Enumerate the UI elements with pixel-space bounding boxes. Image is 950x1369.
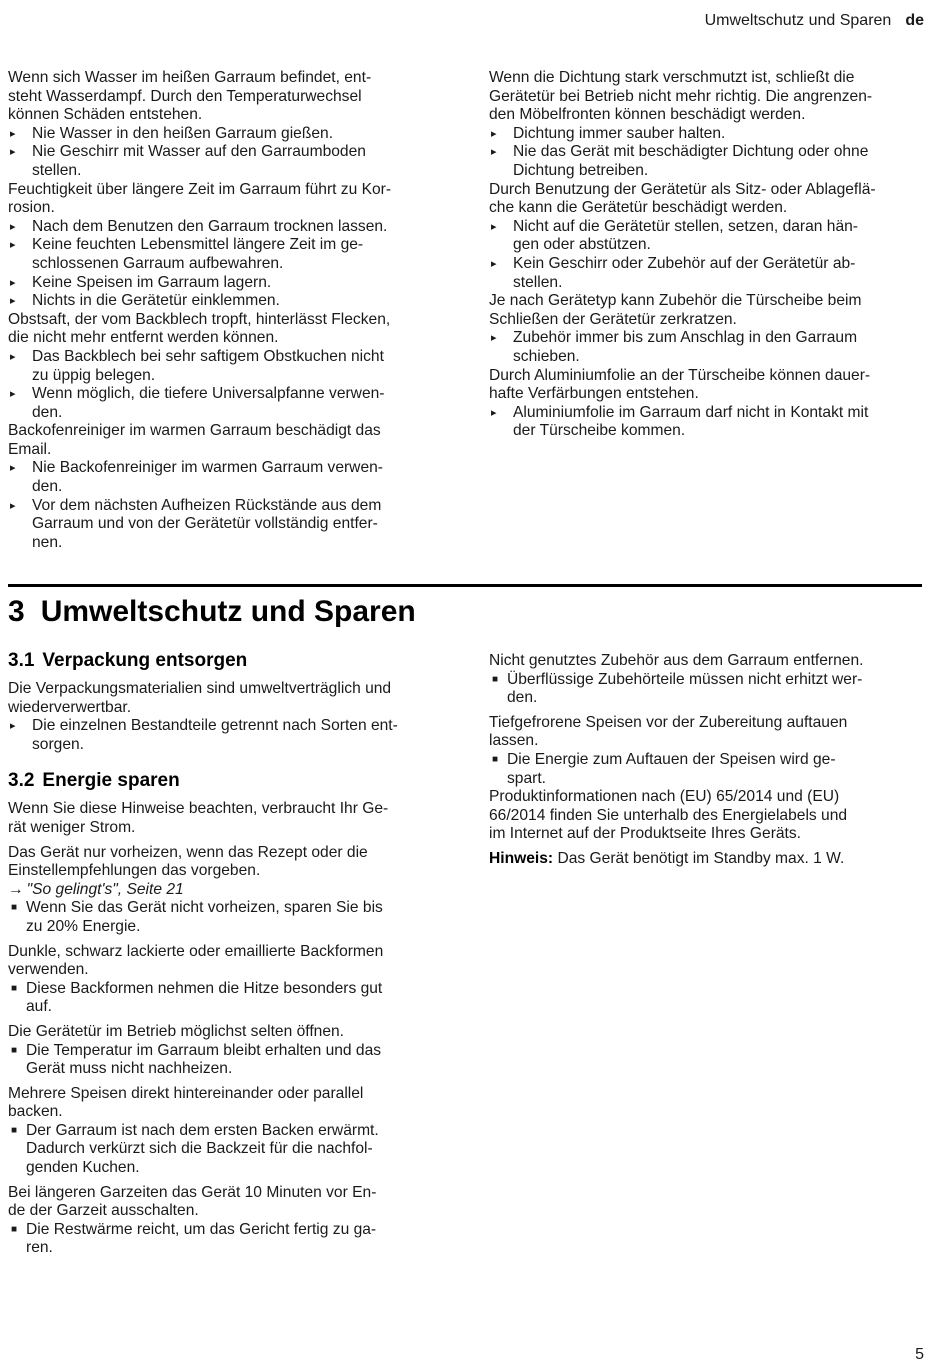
result-item: [8, 1221, 440, 1258]
text-line: genden Kuchen.: [26, 1159, 140, 1177]
triangle-bullet-icon: ▸: [491, 332, 497, 345]
text-line: Nie Wasser in den heißen Garraum gießen.: [32, 124, 334, 142]
text-line: Bei längeren Garzeiten das Gerät 10 Minuten vor En-: [8, 1183, 377, 1201]
instruction-item: [8, 348, 440, 385]
section-title: Verpackung entsorgen: [42, 650, 248, 671]
result-item: [8, 1122, 440, 1178]
running-header: [705, 11, 924, 31]
text-line: den.: [32, 478, 63, 496]
text-line: Nicht auf die Gerätetür stellen, setzen, daran hän-: [513, 217, 858, 235]
text-line: hafte Verfärbungen entstehen.: [489, 385, 699, 403]
text-line: sorgen.: [32, 735, 85, 753]
text-line: backen.: [8, 1103, 63, 1121]
text-line: Nie das Gerät mit beschädigter Dichtung oder ohne: [513, 143, 869, 161]
triangle-bullet-icon: ▸: [10, 462, 16, 475]
column-bottom-left: [8, 650, 440, 1258]
section-number: 3.1: [8, 650, 35, 671]
paragraph: [8, 680, 440, 717]
text-line: Nie Backofenreiniger im warmen Garraum verwen-: [32, 459, 383, 477]
paragraph: [8, 422, 440, 459]
text-line: Die Gerätetür im Betrieb möglichst selten öffnen.: [8, 1022, 345, 1040]
instruction-item: [489, 404, 929, 441]
triangle-bullet-icon: ▸: [491, 220, 497, 233]
text-line: den Möbelfronten können beschädigt werden.: [489, 106, 806, 124]
text-line: Backofenreiniger im warmen Garraum beschädigt das: [8, 422, 381, 440]
instruction-item: [8, 274, 440, 293]
result-item: [489, 751, 929, 788]
triangle-bullet-icon: ▸: [10, 720, 16, 733]
result-item: [8, 980, 440, 1017]
paragraph: [8, 181, 440, 218]
text-line: gen oder abstützen.: [513, 236, 651, 254]
square-bullet-icon: ■: [11, 1223, 18, 1235]
instruction-item: [8, 125, 440, 144]
instruction-item: [8, 717, 440, 754]
square-bullet-icon: ■: [492, 753, 499, 765]
column-bottom-right: [489, 652, 929, 869]
text-line: Wenn die Dichtung stark verschmutzt ist, schließt die: [489, 69, 855, 86]
triangle-bullet-icon: ▸: [10, 239, 16, 252]
text-line: Je nach Gerätetyp kann Zubehör die Türscheibe beim: [489, 292, 862, 310]
header-language-code: de: [905, 12, 924, 29]
triangle-bullet-icon: ▸: [10, 295, 16, 308]
paragraph: [489, 714, 929, 751]
text-line: spart.: [507, 769, 546, 787]
text-line: Das Backblech bei sehr saftigem Obstkuchen nicht: [32, 347, 384, 365]
triangle-bullet-icon: ▸: [491, 146, 497, 159]
paragraph: [489, 69, 929, 125]
column-top-right: [489, 69, 929, 441]
paragraph: [489, 788, 929, 844]
text-line: Aluminiumfolie im Garraum darf nicht in Kontakt mit: [513, 403, 869, 421]
text-line: de der Garzeit ausschalten.: [8, 1202, 199, 1220]
text-line: Tiefgefrorene Speisen vor der Zubereitung auftauen: [489, 713, 848, 731]
text-line: Dadurch verkürzt sich die Backzeit für die nachfol-: [26, 1140, 373, 1158]
triangle-bullet-icon: ▸: [10, 220, 16, 233]
instruction-item: [8, 218, 440, 237]
text-line: Die Temperatur im Garraum bleibt erhalten und das: [26, 1041, 382, 1059]
text-line: Überflüssige Zubehörteile müssen nicht erhitzt wer-: [507, 670, 863, 688]
text-line: nen.: [32, 533, 63, 551]
text-line: Wenn sich Wasser im heißen Garraum befindet, ent-: [8, 69, 372, 86]
note-label: Hinweis:: [489, 849, 554, 867]
triangle-bullet-icon: ▸: [10, 276, 16, 289]
paragraph: [8, 1023, 440, 1042]
text-line: Wenn Sie diese Hinweise beachten, verbraucht Ihr Ge-: [8, 800, 389, 818]
text-line: wiederverwertbar.: [8, 698, 132, 716]
text-line: Nach dem Benutzen den Garraum trocknen lassen.: [32, 217, 388, 235]
text-line: Nie Geschirr mit Wasser auf den Garraumboden: [32, 143, 366, 161]
text-line: verwenden.: [8, 961, 89, 979]
text-line: schlossenen Garraum aufbewahren.: [32, 254, 284, 272]
arrow-right-icon: →: [8, 880, 24, 898]
text-line: können Schäden entstehen.: [8, 106, 203, 124]
text-line: Keine feuchten Lebensmittel längere Zeit im ge-: [32, 236, 364, 254]
text-line: Mehrere Speisen direkt hintereinander oder parallel: [8, 1084, 364, 1102]
triangle-bullet-icon: ▸: [491, 406, 497, 419]
text-line: 66/2014 finden Sie unterhalb des Energielabels und: [489, 806, 848, 824]
text-line: Gerätetür bei Betrieb nicht mehr richtig. Die angrenzen-: [489, 87, 873, 105]
instruction-item: [8, 497, 440, 553]
instruction-item: [8, 236, 440, 273]
instruction-item: [489, 125, 929, 144]
text-line: Obstsaft, der vom Backblech tropft, hinterlässt Flecken,: [8, 310, 391, 328]
text-line: Das Gerät nur vorheizen, wenn das Rezept oder die: [8, 843, 368, 861]
text-line: den.: [32, 403, 63, 421]
result-item: [8, 1042, 440, 1079]
paragraph: [8, 69, 440, 125]
text-line: Einstellempfehlungen das vorgeben.: [8, 862, 261, 880]
text-line: stellen.: [513, 273, 563, 291]
instruction-item: [8, 385, 440, 422]
text-line: Dichtung betreiben.: [513, 161, 649, 179]
text-line: Schließen der Gerätetür zerkratzen.: [489, 310, 737, 328]
triangle-bullet-icon: ▸: [491, 127, 497, 140]
instruction-item: [489, 218, 929, 255]
text-line: rät weniger Strom.: [8, 818, 136, 836]
text-line: Die Verpackungsmaterialien sind umweltverträglich und: [8, 680, 392, 697]
square-bullet-icon: ■: [11, 902, 18, 914]
instruction-item: [8, 459, 440, 496]
section-heading: [8, 770, 440, 792]
header-section-title: Umweltschutz und Sparen: [704, 12, 892, 29]
square-bullet-icon: ■: [492, 673, 499, 685]
text-line: stellen.: [32, 161, 82, 179]
triangle-bullet-icon: ▸: [10, 388, 16, 401]
square-bullet-icon: ■: [11, 1124, 18, 1136]
text-line: den.: [507, 689, 538, 707]
text-line: zu 20% Energie.: [26, 917, 141, 935]
paragraph: [8, 1184, 440, 1221]
text-line: Dichtung immer sauber halten.: [513, 124, 726, 142]
text-line: lassen.: [489, 732, 539, 750]
result-item: [489, 671, 929, 708]
text-line: Feuchtigkeit über längere Zeit im Garraum führt zu Kor-: [8, 180, 392, 198]
section-title: Energie sparen: [42, 770, 180, 792]
text-line: Die einzelnen Bestandteile getrennt nach Sorten ent-: [32, 717, 398, 735]
triangle-bullet-icon: ▸: [10, 127, 16, 140]
text-line: Dunkle, schwarz lackierte oder emaillierte Backformen: [8, 942, 384, 960]
text-line: die nicht mehr entfernt werden können.: [8, 329, 279, 347]
chapter-rule: [8, 584, 922, 587]
paragraph: [489, 367, 929, 404]
paragraph: [8, 844, 440, 881]
text-line: Der Garraum ist nach dem ersten Backen erwärmt.: [26, 1121, 379, 1139]
instruction-item: [489, 329, 929, 366]
text-line: im Internet auf der Produktseite Ihres Geräts.: [489, 825, 802, 843]
text-line: Email.: [8, 440, 52, 458]
instruction-item: [8, 143, 440, 180]
paragraph: [489, 292, 929, 329]
chapter-heading: [8, 592, 416, 632]
result-item: [8, 899, 440, 936]
triangle-bullet-icon: ▸: [491, 257, 497, 270]
paragraph: [489, 181, 929, 218]
text-line: Wenn Sie das Gerät nicht vorheizen, sparen Sie bis: [26, 899, 383, 917]
note-text: Das Gerät benötigt im Standby max. 1 W.: [557, 849, 845, 867]
text-line: Zubehör immer bis zum Anschlag in den Garraum: [513, 329, 858, 347]
square-bullet-icon: ■: [11, 1044, 18, 1056]
chapter-title: Umweltschutz und Sparen: [40, 595, 416, 628]
paragraph: [489, 652, 929, 671]
instruction-item: [489, 143, 929, 180]
paragraph: [8, 943, 440, 980]
text-line: Kein Geschirr oder Zubehör auf der Gerätetür ab-: [513, 254, 856, 272]
page-number: 5: [915, 1346, 924, 1364]
cross-reference: [8, 881, 440, 900]
instruction-item: [8, 292, 440, 311]
paragraph: [8, 800, 440, 837]
text-line: auf.: [26, 998, 53, 1016]
cross-reference-text: "So gelingt's", Seite 21: [26, 880, 184, 898]
square-bullet-icon: ■: [11, 982, 18, 994]
text-line: Nichts in die Gerätetür einklemmen.: [32, 292, 280, 310]
section-heading: [8, 650, 440, 672]
text-line: Diese Backformen nehmen die Hitze besonders gut: [26, 979, 383, 997]
text-line: Durch Aluminiumfolie an der Türscheibe können dauer-: [489, 366, 871, 384]
text-line: Durch Benutzung der Gerätetür als Sitz- oder Ablageflä-: [489, 180, 876, 198]
paragraph: [8, 311, 440, 348]
text-line: Produktinformationen nach (EU) 65/2014 und (EU): [489, 788, 840, 806]
chapter-number: 3: [8, 595, 25, 628]
text-line: Die Restwärme reicht, um das Gericht fertig zu ga-: [26, 1220, 377, 1238]
column-top-left: [8, 69, 440, 552]
text-line: Nicht genutztes Zubehör aus dem Garraum entfernen.: [489, 652, 864, 669]
note: [489, 850, 929, 869]
section-number: 3.2: [8, 770, 35, 792]
text-line: Garraum und von der Gerätetür vollständig entfer-: [32, 515, 378, 533]
text-line: Wenn möglich, die tiefere Universalpfanne verwen-: [32, 385, 385, 403]
text-line: rosion.: [8, 199, 55, 217]
text-line: Die Energie zum Auftauen der Speisen wird ge-: [507, 750, 836, 768]
text-line: che kann die Gerätetür beschädigt werden.: [489, 199, 788, 217]
text-line: zu üppig belegen.: [32, 366, 156, 384]
text-line: Vor dem nächsten Aufheizen Rückstände aus dem: [32, 496, 382, 514]
text-line: Gerät muss nicht nachheizen.: [26, 1060, 233, 1078]
text-line: schieben.: [513, 347, 580, 365]
paragraph: [8, 1085, 440, 1122]
instruction-item: [489, 255, 929, 292]
text-line: steht Wasserdampf. Durch den Temperaturwechsel: [8, 87, 362, 105]
triangle-bullet-icon: ▸: [10, 146, 16, 159]
triangle-bullet-icon: ▸: [10, 350, 16, 363]
text-line: Keine Speisen im Garraum lagern.: [32, 273, 272, 291]
triangle-bullet-icon: ▸: [10, 499, 16, 512]
text-line: ren.: [26, 1239, 53, 1257]
text-line: der Türscheibe kommen.: [513, 422, 686, 440]
